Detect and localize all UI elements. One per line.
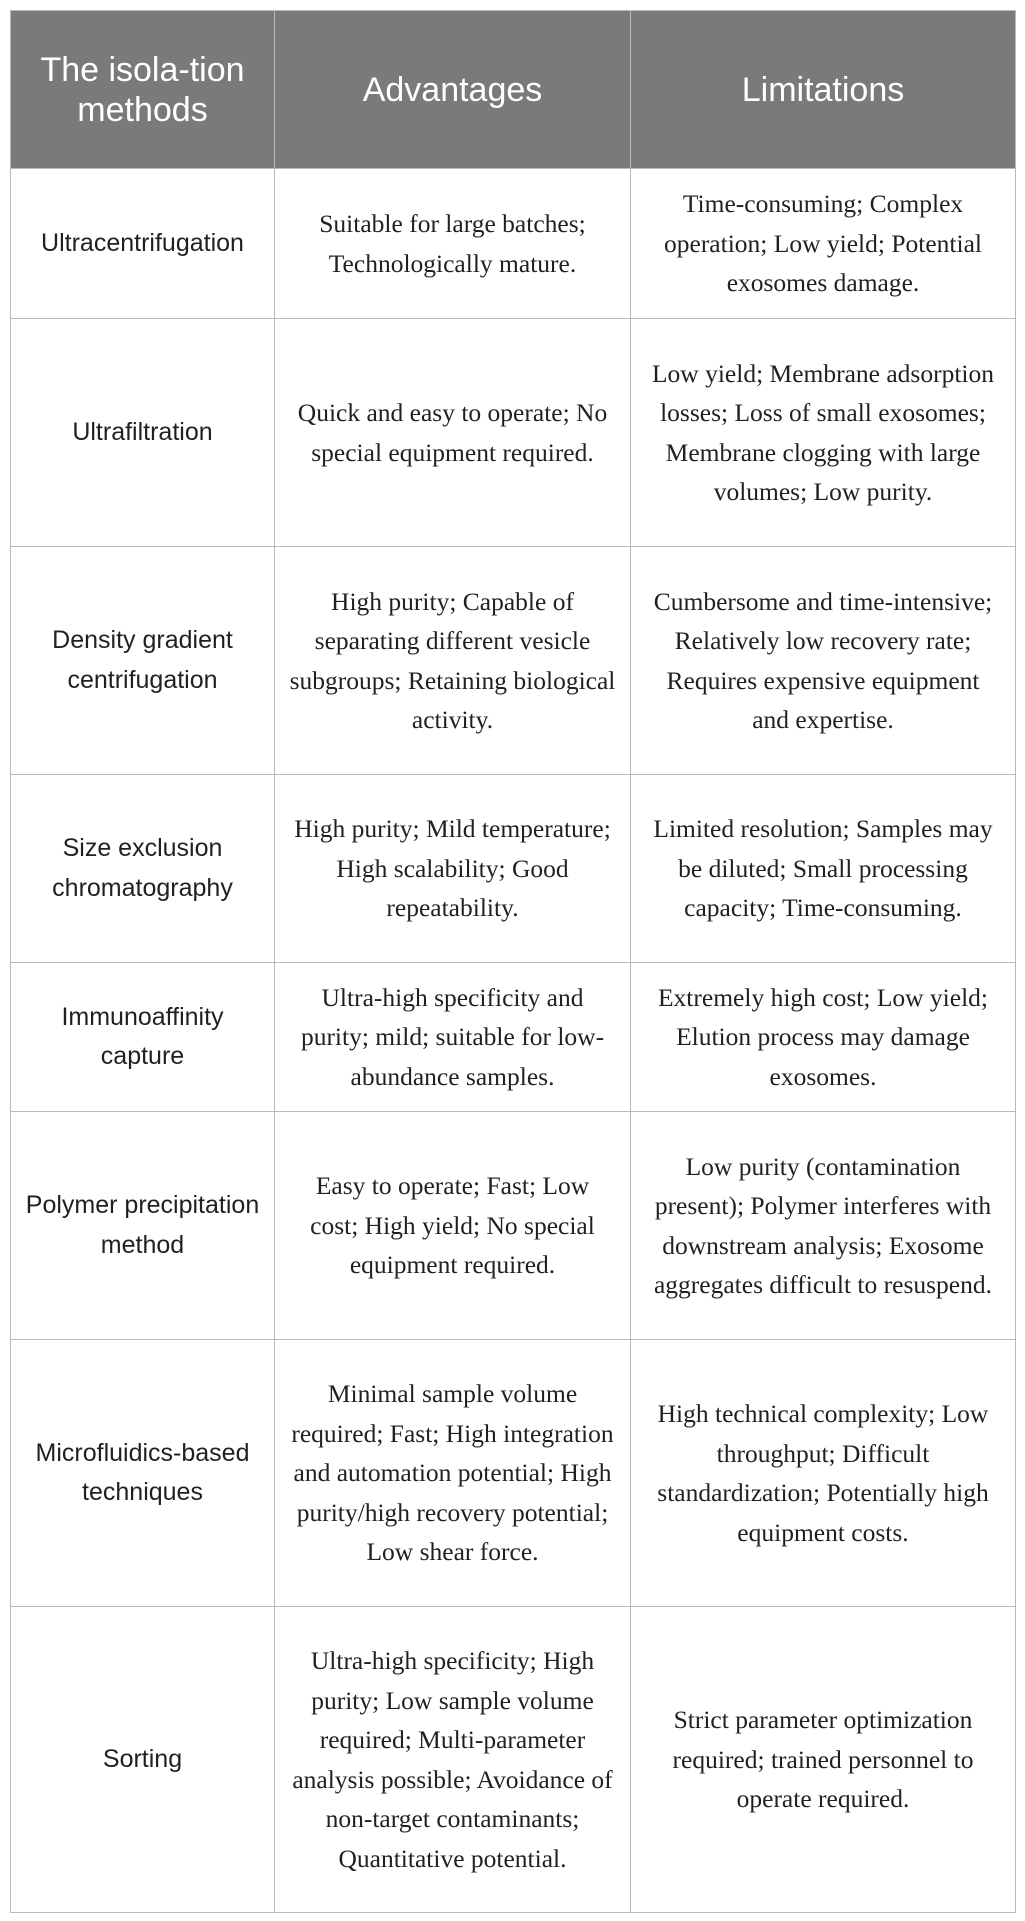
table-row [11, 169, 1016, 319]
advantages-cell: Ultra-high specificity; High purity; Low sample volume required; Multi-parameter analysis possible; Avoidance of non-target contaminants; Quantitative potential. [275, 1607, 631, 1913]
header-row [11, 11, 1016, 169]
table-row [11, 963, 1016, 1112]
limitations-cell: Time-consuming; Complex operation; Low yield; Potential exosomes damage. [631, 169, 1016, 319]
method-cell: Size exclusion chromatography [11, 775, 275, 963]
header-methods: The isola-tion methods [11, 11, 275, 169]
isolation-methods-table [10, 10, 1016, 1913]
method-cell: Microfluidics-based techniques [11, 1340, 275, 1607]
advantages-cell: Quick and easy to operate; No special equipment required. [275, 319, 631, 547]
method-cell: Density gradient centrifugation [11, 547, 275, 775]
limitations-cell: Strict parameter optimization required; trained personnel to operate required. [631, 1607, 1016, 1913]
method-cell: Ultrafiltration [11, 319, 275, 547]
advantages-cell: High purity; Capable of separating different vesicle subgroups; Retaining biological activity. [275, 547, 631, 775]
limitations-cell: Low purity (contamination present); Polymer interferes with downstream analysis; Exosome aggregates difficult to resuspend. [631, 1112, 1016, 1340]
table-row [11, 775, 1016, 963]
limitations-cell: Extremely high cost; Low yield; Elution process may damage exosomes. [631, 963, 1016, 1112]
advantages-cell: High purity; Mild temperature; High scalability; Good repeatability. [275, 775, 631, 963]
limitations-cell: Limited resolution; Samples may be diluted; Small processing capacity; Time-consuming. [631, 775, 1016, 963]
method-cell: Immunoaffinity capture [11, 963, 275, 1112]
header-limitations: Limitations [631, 11, 1016, 169]
limitations-cell: Low yield; Membrane adsorption losses; Loss of small exosomes; Membrane clogging with large volumes; Low purity. [631, 319, 1016, 547]
table-body [11, 169, 1016, 1913]
table-row [11, 1340, 1016, 1607]
limitations-cell: Cumbersome and time-intensive; Relatively low recovery rate; Requires expensive equipment and expertise. [631, 547, 1016, 775]
table-header [11, 11, 1016, 169]
method-cell: Polymer precipitation method [11, 1112, 275, 1340]
advantages-cell: Ultra-high specificity and purity; mild; suitable for low-abundance samples. [275, 963, 631, 1112]
header-advantages: Advantages [275, 11, 631, 169]
advantages-cell: Easy to operate; Fast; Low cost; High yield; No special equipment required. [275, 1112, 631, 1340]
method-cell: Ultracentrifugation [11, 169, 275, 319]
table-row [11, 547, 1016, 775]
advantages-cell: Minimal sample volume required; Fast; High integration and automation potential; High purity/high recovery potential; Low shear force. [275, 1340, 631, 1607]
method-cell: Sorting [11, 1607, 275, 1913]
table-row [11, 1607, 1016, 1913]
limitations-cell: High technical complexity; Low throughput; Difficult standardization; Potentially high equipment costs. [631, 1340, 1016, 1607]
table-row [11, 1112, 1016, 1340]
table-row [11, 319, 1016, 547]
advantages-cell: Suitable for large batches; Technologically mature. [275, 169, 631, 319]
